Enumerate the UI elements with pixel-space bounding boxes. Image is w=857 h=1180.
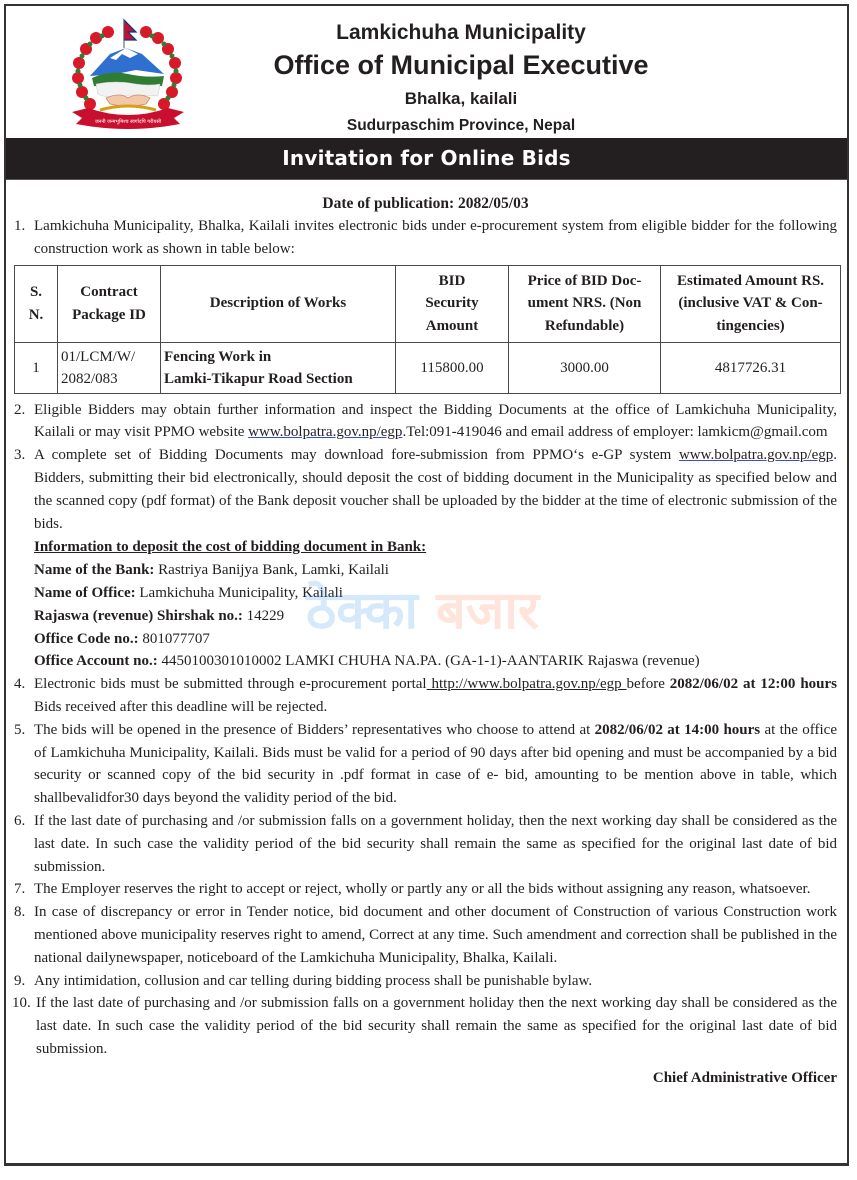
clause-8 (14, 901, 837, 969)
clause-5 (14, 719, 837, 810)
field-value: 4450100301010002 LAMKI CHUHA NA.PA. (GA-1-1)-AANTARIK Rajaswa (revenue) (157, 653, 700, 670)
tender-notice (4, 4, 849, 1166)
notice-body (6, 179, 847, 1090)
clause-10 (14, 992, 837, 1060)
nepal-emblem-icon (66, 18, 190, 134)
col-description: Description of Works (161, 265, 396, 342)
clause-text: The Employer reserves the right to accept or reject, wholly or partly any or all the bids without assigning any reason, whatsoever. (34, 881, 811, 898)
field-label: Office Account no.: (34, 653, 158, 670)
cell-description: Fencing Work in Lamki-Tikapur Road Section (161, 342, 396, 393)
publication-date: Date of publication: 2082/05/03 (322, 195, 529, 212)
office-account-row (34, 650, 837, 673)
clause-number: 6. (14, 812, 26, 829)
clause-text: Eligible Bidders may obtain further information and inspect the Bidding Documents at the office of Lamkichuha Municipality, Kailali or may visit PPMO website www.bolpatra.gov.np/egp.Tel:091-419046 and email address of employer: lamkicm@gmail.com (34, 401, 837, 441)
watermark-part-2: बजार (436, 581, 540, 641)
cell-sn: 1 (15, 342, 58, 393)
field-value: Rastriya Banijya Bank, Lamki, Kailali (154, 562, 389, 579)
clause-number: 9. (14, 972, 26, 989)
col-estimated-amount: Estimated Amount RS. (inclusive VAT & Con- tingencies) (661, 265, 841, 342)
col-package-id: Contract Package ID (58, 265, 161, 342)
clause-2 (14, 399, 837, 445)
cell-estimated-amount: 4817726.31 (661, 342, 841, 393)
clause-text: If the last date of purchasing and /or submission falls on a government holiday, then the next working day shall be considered as the last date. In such case the validity period of the bid security shall remain the same as specified for the original last date of bid submission. (34, 812, 837, 875)
col-document-price: Price of BID Doc- ument NRS. (Non Refundable) (509, 265, 661, 342)
clause-number: 1. (14, 218, 26, 234)
submission-deadline: 2082/06/02 at 12:00 hours (669, 676, 837, 693)
egp-system-link[interactable]: www.bolpatra.gov.np/egp (678, 447, 834, 464)
clause-4 (14, 673, 837, 719)
ppmo-website-link[interactable]: www.bolpatra.gov.np/egp (248, 424, 403, 441)
clause-3 (14, 444, 837, 535)
watermark-part-1: ठेक्का (306, 581, 418, 641)
table-row (15, 342, 841, 393)
signatory-title: Chief Administrative Officer (652, 1069, 837, 1086)
clause-text: If the last date of purchasing and /or submission falls on a government holiday then the next working day shall be considered as the last date. In such case the validity period of the bid security shall remain the same as specified for the original last date of bid submission. (36, 995, 837, 1057)
col-bid-security: BID Security Amount (396, 265, 509, 342)
field-label: Rajaswa (revenue) Shirshak no.: (34, 607, 243, 624)
field-label: Name of Office: (34, 584, 136, 601)
clause-number: 8. (14, 904, 26, 921)
office-province: Sudurpaschim Province, Nepal (346, 117, 576, 134)
shirshak-row (34, 605, 837, 628)
clause-9 (14, 970, 837, 993)
bank-info-heading: Information to deposit the cost of bidding document in Bank: (34, 539, 427, 556)
notice-header (6, 6, 847, 138)
clause-number: 10. (12, 995, 31, 1012)
clause-6 (14, 810, 837, 878)
clause-number: 5. (14, 721, 26, 738)
cell-document-price: 3000.00 (509, 342, 661, 393)
field-value: 801077707 (138, 630, 210, 647)
clause-text: Any intimidation, collusion and car telling during bidding process shall be punishable bylaw. (34, 972, 593, 989)
office-code-row (34, 628, 837, 651)
clause-text: Lamkichuha Municipality, Bhalka, Kailali invites electronic bids under e-procurement system from eligible bidder for the following construction work as shown in table below: (34, 218, 837, 257)
col-sn: S. N. (15, 265, 58, 342)
cell-package-id: 01/LCM/W/ 2082/083 (58, 342, 161, 393)
clause-text: In case of discrepancy or error in Tender notice, bid document and other document of Construction of various Construction work mentioned above municipality reserves right to amend, Correct at any time. Such amendment and correction shall be published in the national dailynewspaper, noticeboard of the Lamkichuha Municipality, Bhalka, Kailali. (34, 904, 837, 966)
bank-name-row (34, 559, 837, 582)
clause-7 (14, 878, 837, 901)
office-name-row (34, 582, 837, 605)
bolpatra-portal-link[interactable]: http://www.bolpatra.gov.np/egp (426, 676, 627, 693)
notice-title-banner (6, 138, 847, 180)
office-address: Bhalka, kailali (404, 89, 518, 108)
field-label: Name of the Bank: (34, 562, 155, 579)
opening-time: 2082/06/02 at 14:00 hours (594, 721, 761, 738)
office-name: Office of Municipal Executive (273, 50, 649, 80)
cell-bid-security: 115800.00 (396, 342, 509, 393)
clause-text: A complete set of Bidding Documents may download fore-submission from PPMO‘s e-GP system www.bolpatra.gov.np/egp. Bidders, submitting their bid electronically, should deposit the cost of bidding document in the Municipality as specified below and the scanned copy (pdf format) of the Bank deposit voucher shall be uploaded by the bidder at the time of electronic submission of the bids. (34, 447, 837, 532)
clause-1 (14, 215, 837, 261)
municipality-name: Lamkichuha Municipality (336, 21, 586, 44)
clause-text: Electronic bids must be submitted through e-procurement portal http://www.bolpatra.gov.np/egp before 2082/06/02 at 12:00 hours Bids received after this deadline will be rejected. (34, 676, 837, 715)
emblem-motto: जननी जन्मभूमिश्च स्वर्गादपि गरीयसी (94, 119, 162, 125)
bid-table (14, 265, 841, 394)
field-value: Lamkichuha Municipality, Kailali (135, 584, 343, 601)
clause-number: 2. (14, 401, 26, 418)
field-value: 14229 (242, 607, 285, 624)
clause-number: 3. (14, 447, 26, 464)
clause-number: 4. (14, 676, 26, 693)
field-label: Office Code no.: (34, 630, 139, 647)
clause-number: 7. (14, 881, 26, 898)
clause-text: The bids will be opened in the presence of Bidders’ representatives who choose to attend at 2082/06/02 at 14:00 hours at the office of Lamkichuha Municipality, Kailali. Bids must be valid for a period of 90 days after bid opening and must be accompanied by a bid security or scanned copy of the bid security in .pdf format in case of e- bid, amounting to be mention above in table, which shallbevalidfor30 days beyond the validity period of the bid. (34, 721, 837, 807)
bid-table-header (15, 265, 841, 342)
notice-title: Invitation for Online Bids (282, 146, 571, 170)
